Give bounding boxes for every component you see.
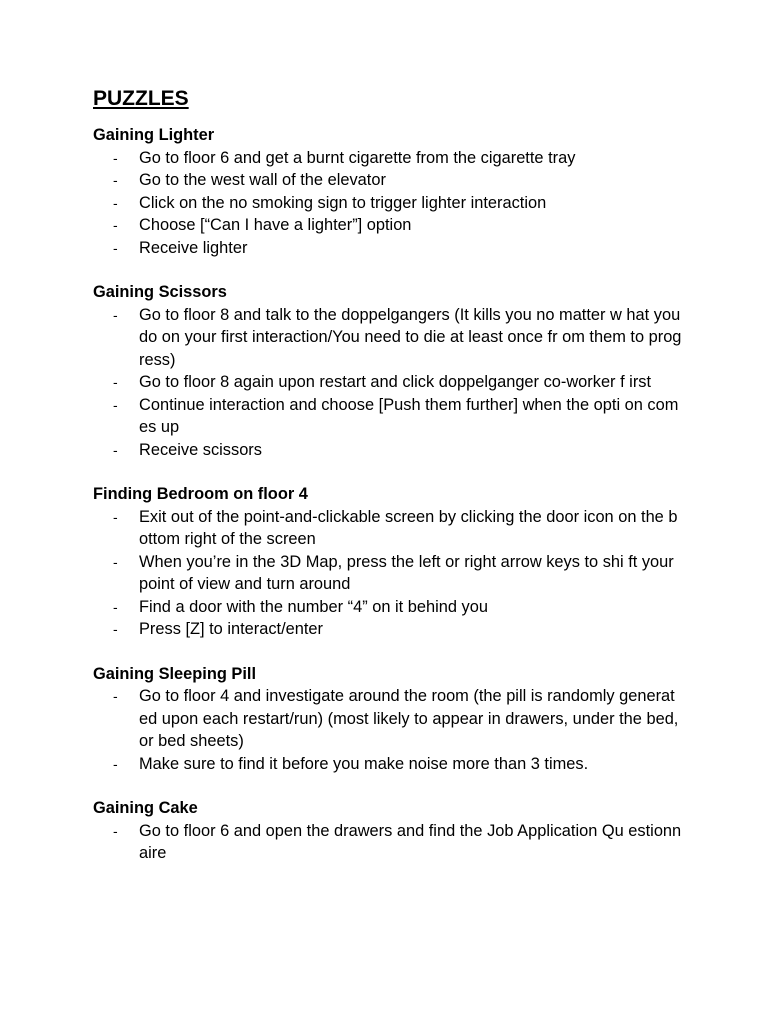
list-item [93,439,683,462]
bullet-dash [93,753,139,776]
section-heading: Gaining Scissors [93,283,227,301]
list-item [93,147,683,170]
list-item-text: When you’re in the 3D Map, press the left or right arrow keys to shi ft your point of view and turn around [139,552,674,593]
bullet-dash [93,237,139,260]
list-item-text: Continue interaction and choose [Push them further] when the opti on comes up [139,395,679,436]
section-heading: Gaining Sleeping Pill [93,664,257,683]
list-item-text: Go to floor 4 and investigate around the room (the pill is randomly generated upon each restart/run) (most likely to appear in drawers, under the bed, or bed sheets) [139,687,679,750]
bullet-dash [93,304,139,327]
bullet-dash [93,596,139,619]
bullet-dash-glyph: - [113,688,118,704]
page-title: PUZZLES [93,87,189,110]
list-item [93,820,683,865]
bullet-dash [93,820,139,843]
list-item [93,304,683,372]
list-item-text: Receive scissors [139,440,262,459]
bullet-dash [93,169,139,192]
list-item [93,192,683,215]
section-heading: Gaining Lighter [93,126,215,144]
bullet-dash-glyph: - [113,508,118,525]
bullet-dash [93,439,139,462]
bullet-dash-glyph: - [113,374,118,390]
list-item [93,394,683,439]
list-item [93,371,683,394]
list-item [93,169,683,192]
bullet-dash-glyph: - [113,621,118,637]
section [93,797,683,865]
section [93,124,683,259]
list-item [93,685,683,753]
list-item [93,753,683,776]
list-item-text: Choose [“Can I have a lighter”] option [139,216,412,234]
bullet-dash-glyph: - [113,396,118,413]
section-heading: Finding Bedroom on floor 4 [93,485,308,503]
bullet-dash [93,506,139,529]
list-item [93,506,683,551]
bullet-dash-glyph: - [113,149,118,166]
section-heading: Gaining Cake [93,799,198,817]
list-item-text: Press [Z] to interact/enter [139,620,324,638]
list-item [93,237,683,260]
list-item-text: Find a door with the number “4” on it behind you [139,597,488,616]
bullet-dash-glyph: - [113,194,118,211]
list-item-text: Exit out of the point-and-clickable screen by clicking the door icon on the bottom right of the screen [139,507,678,548]
bullet-dash [93,214,139,237]
bullet-dash-glyph: - [113,755,118,772]
list-item-text: Go to floor 6 and get a burnt cigarette from the cigarette tray [139,148,576,167]
document-page [93,84,683,887]
list-item [93,551,683,596]
list-item-text: Receive lighter [139,238,248,257]
bullet-dash-glyph: - [113,598,118,615]
sections-container [93,124,683,865]
list-item-text: Go to floor 8 and talk to the doppelgangers (It kills you no matter w hat you do on your first interaction/You need to die at least once fr om them to progress) [139,305,682,369]
bullet-dash [93,394,139,417]
bullet-dash [93,147,139,170]
bullet-dash [93,618,139,641]
bullet-dash-glyph: - [113,441,118,458]
section [93,281,683,461]
bullet-dash-glyph: - [113,306,118,323]
list-item [93,618,683,641]
list-item-text: Go to the west wall of the elevator [139,171,386,189]
bullet-dash [93,371,139,394]
list-item-text: Click on the no smoking sign to trigger lighter interaction [139,193,547,212]
bullet-dash-glyph: - [113,239,118,256]
bullet-dash-glyph: - [113,822,118,839]
bullet-dash [93,685,139,708]
bullet-dash-glyph: - [113,553,118,570]
list-item-text: Go to floor 8 again upon restart and click doppelganger co-worker f irst [139,373,652,391]
list-item-text: Make sure to find it before you make noise more than 3 times. [139,754,589,773]
bullet-dash-glyph: - [113,172,118,188]
section [93,663,683,776]
list-item-text: Go to floor 6 and open the drawers and find the Job Application Qu estionnaire [139,821,682,862]
bullet-dash-glyph: - [113,217,118,233]
list-item [93,214,683,237]
bullet-dash [93,551,139,574]
section [93,483,683,641]
list-item [93,596,683,619]
bullet-dash [93,192,139,215]
